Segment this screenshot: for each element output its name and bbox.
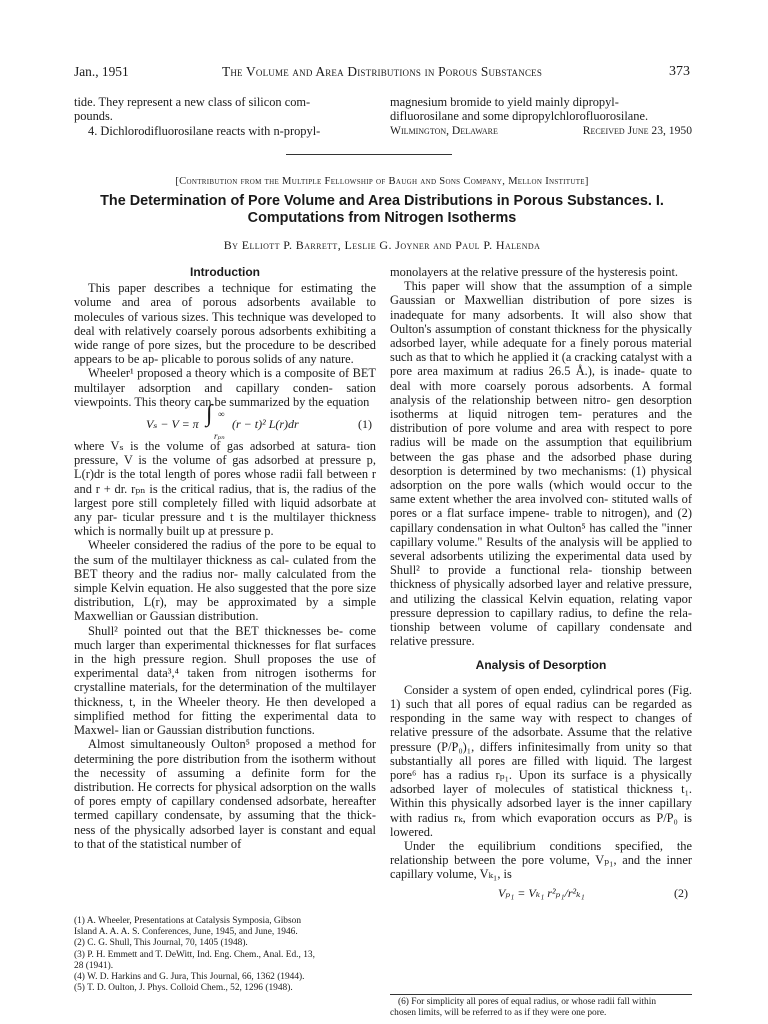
footnote-rule bbox=[390, 994, 692, 995]
title-line: Computations from Nitrogen Isotherms bbox=[247, 210, 517, 226]
article-separator bbox=[286, 154, 452, 155]
header-page-number: 373 bbox=[669, 64, 690, 79]
prev-signature-line bbox=[390, 124, 692, 138]
prev-location: Wilmington, Delaware bbox=[390, 123, 498, 137]
prev-left-line: tide. They represent a new class of silicon com- bbox=[74, 95, 311, 109]
paragraph: Wheeler considered the radius of the pore to be equal to the sum of the multilayer thickness as cal- culated from the BET theory and the radius nor- mally calculated from the simple Kelvin equation. He also suggested that the pore size distribution, L(r), may be approximated by a simple Maxwellian or Gaussian distribution. bbox=[74, 538, 376, 624]
footnote: (1) A. Wheeler, Presentations at Catalysis Symposia, Gibson bbox=[74, 916, 302, 926]
paragraph: where Vₛ is the volume of gas adsorbed at satura- tion pressure, V is the volume of gas adsorbed at pressure p, L(r)dr is the total length of pores whose radii fall between r and r + dr. rₚₙ is the critical radius, that is, the radius of the largest pore still completely filled with liquid adsorbate at any par- ticular pressure and t is the multilayer thickness which is normally built up at pressure p. bbox=[74, 439, 377, 539]
eq1-rhs: (r − t)² L(r)dr bbox=[232, 417, 299, 432]
right-column bbox=[390, 265, 692, 902]
paragraph: Almost simultaneously Oulton⁵ proposed a method for determining the pore distribution from the isotherm without the necessity of assuming a definite form for the distribution. He corrects for physical adsorption on the walls of pores empty of capillary condensed adsorbate, hereafter termed capillary condensate, by assuming that the thick- ness of the physically adsorbed layer is constant and equal to that of the statistical number of bbox=[74, 737, 376, 851]
paragraph: Wheeler¹ proposed a theory which is a composite of BET multilayer adsorption and capillary conden- sation viewpoints. This theory can be summarized by the equation bbox=[74, 366, 376, 409]
paragraph: This paper will show that the assumption of a simple Gaussian or Maxwellian distribution of pore sizes is inadequate for many adsorbents. It will also show that Oulton's assumption of constant thickness for the physically adsorbed layer, while adequate for a finely porous material such as that to which he applied it (a cracking catalyst with a pore area maximum at radius 26.5 Å.), is inade- quate to deal with more coarsely porous adsorbents. A formal analysis of the relationship between nitro- gen desorption isotherms at liquid nitrogen tem- peratures and the distribution of pore volume and area with respect to pore radius will be made on the assumption that equilibrium between the gas phase and the adsorbed phase during desorption is determined by two mechanisms: (1) physical adsorption on the pore walls (which would occur to the same extent whether the area involved con- stituted walls of pores or a flat surface impene- trable to nitrogen), and (2) capillary condensation in what Oulton⁵ has called the "inner capillary volume." Results of the analysis will be applied to several adsorbents utilizing the experimental data used by Shull² to provide a functional rela- tionship between thickness of physically adsorbed layer and relative pressure, and utilizing the classical Kelvin equation, relating vapor pressure depression to capillary radius, to define the rela- tionship between volume of capillary condensate and relative pressure. bbox=[390, 279, 693, 649]
footnote: (6) For simplicity all pores of equal radius, or whose radii fall within bbox=[398, 997, 657, 1007]
left-footnotes bbox=[74, 916, 376, 994]
prev-left-line: 4. Dichlorodifluorosilane reacts with n-propyl- bbox=[88, 123, 321, 138]
eq1-integral: ∫ bbox=[206, 401, 213, 428]
article-title bbox=[74, 193, 690, 227]
prev-left-line: pounds. bbox=[74, 109, 113, 124]
eq1-upper-limit: ∞ bbox=[218, 409, 225, 420]
footnote: (3) P. H. Emmett and T. DeWitt, Ind. Eng. Chem., Anal. Ed., 13, bbox=[74, 949, 315, 960]
left-column bbox=[74, 265, 376, 851]
paragraph: monolayers at the relative pressure of the hysteresis point. bbox=[390, 265, 679, 279]
header-date: Jan., 1951 bbox=[74, 64, 129, 79]
prev-right-line: difluorosilane and some dipropylchlorofluorosilane. bbox=[390, 109, 649, 124]
prev-right-line: magnesium bromide to yield mainly dipropyl- bbox=[390, 95, 619, 109]
eq1-lhs: Vₛ − V = π bbox=[146, 417, 199, 432]
equation-1 bbox=[74, 401, 376, 442]
contribution-note: [Contribution from the Multiple Fellowship of Baugh and Sons Company, Mellon Institute] bbox=[175, 176, 589, 187]
eq2-number: (2) bbox=[674, 885, 688, 900]
footnote: Island A. A. A. S. Conferences, June, 1945, and June, 1946. bbox=[74, 927, 298, 938]
eq1-lower-limit: rₚₙ bbox=[214, 431, 225, 442]
paragraph: This paper describes a technique for estimating the volume and area of porous adsorbents available to molecules of various sizes. This technique was developed to deal with relatively coarsely porous adsorbents exhibiting a wide range of pore sizes, but the procedure to be described appears to be ap- plicable to porous solids of any nature. bbox=[74, 281, 376, 367]
right-footnotes bbox=[390, 997, 692, 1019]
section-title-introduction: Introduction bbox=[190, 265, 260, 279]
footnote: 28 (1941). bbox=[74, 960, 114, 971]
footnote: (2) C. G. Shull, This Journal, 70, 1405 (1948). bbox=[74, 938, 248, 949]
previous-article-left bbox=[74, 95, 376, 138]
footnote: (5) T. D. Oulton, J. Phys. Colloid Chem., 52, 1296 (1948). bbox=[74, 983, 293, 994]
section-title-analysis: Analysis of Desorption bbox=[475, 658, 607, 673]
header-running-title: The Volume and Area Distributions in Porous Substances bbox=[221, 64, 543, 79]
footnote: (4) W. D. Harkins and G. Jura, This Journal, 66, 1362 (1944). bbox=[74, 972, 305, 983]
paragraph: Consider a system of open ended, cylindrical pores (Fig. 1) such that all pores of equal radius can be regarded as responding in the same way with respect to changes of relative pressure of the adsorbate. Assume that the relative pressure (P/P₀)₁, differs infinitesimally from unity so that substantially all pores are filled with liquid. The largest pore⁶ has a radius rₚ₁. Upon its surface is a physically adsorbed layer of molecules of statistical thickness t₁. Within this physically adsorbed layer is the inner capillary with radius rₖ, from which evaporation occurs as P/P₀ is lowered. bbox=[390, 682, 692, 839]
prev-received: Received June 23, 1950 bbox=[582, 123, 692, 137]
paragraph: Under the equilibrium conditions specified, the relationship between the pore volume, Vₚ₁, and the inner capillary volume, Vₖ₁, is bbox=[390, 838, 692, 882]
paragraph: Shull² pointed out that the BET thicknesses be- come much larger than experimental thicknesses for flat surfaces in the high pressure region. Shull proposes the use of experimental data³,⁴ taken from nitrogen isotherms for crystalline materials, for the determination of the multilayer thickness, t, in the Wheeler theory. He then developed a simplified method for fitting the experimental data to Maxwel- lian or Gaussian distribution functions. bbox=[74, 623, 376, 738]
title-line: The Determination of Pore Volume and Area Distributions in Porous Substances. I. bbox=[100, 193, 664, 209]
eq2-body: Vₚ₁ = Vₖ₁ r²ₚ₁/r²ₖ₁ bbox=[498, 885, 585, 900]
eq1-number: (1) bbox=[358, 417, 372, 432]
footnote: chosen limits, will be referred to as if they were one pore. bbox=[390, 1008, 607, 1019]
equation-2 bbox=[390, 884, 692, 902]
previous-article-right bbox=[390, 95, 692, 138]
article-authors: By Elliott P. Barrett, Leslie G. Joyner and Paul P. Halenda bbox=[223, 238, 541, 252]
